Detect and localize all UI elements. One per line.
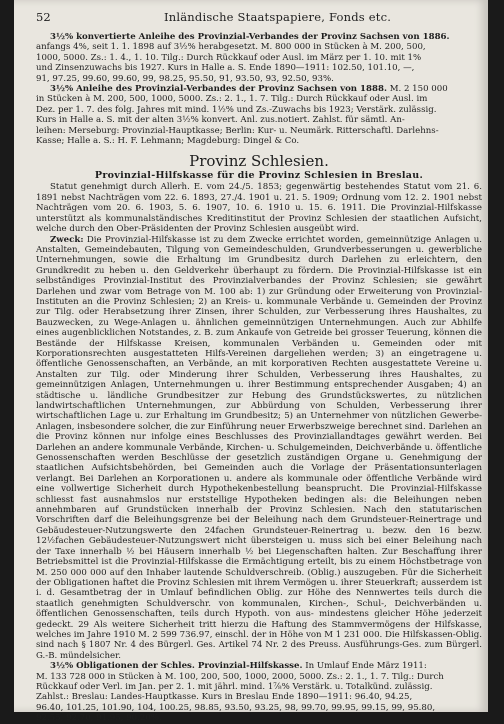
entry3-line: Zahlst.: Breslau: Landes-Hauptkasse. Kurs in Breslau Ende 1890—1911: 96.40, 94.25, (36, 692, 413, 703)
running-head: Inländische Staatspapiere, Fonds etc. (164, 10, 392, 24)
purpose-paragraph: Zweck: Die Provinzial-Hilfskasse ist zu dem Zwecke errichtet worden, gemeinnützige Anlagen u. Anstalten, Gemeindebauten, Tilgung von Gemeindeschulden, Grundverbesserungen u. gewerbliche Unternehmungen, sowie die Erhaltung im Grundbesitz durch Darlehen zu erleichtern, den Grundkredit zu heben u. den Geldverkehr überhaupt zu fördern. Die Provinzial-Hilfskasse ist ein selbständiges Provinzial-Institut des Provinzialverbandes der Provinz Schlesien; sie gewährt Darlehen und zwar vom Betrage von M. 100 ab: 1) zur Gründung oder Erweiterung von Provinzial-Instituten an die Provinz Schlesien; 2) an Kreis- u. kommunale Verbände u. Gemeinden der Provinz zur Tilg. oder Herabsetzung ihrer Zinsen, ihrer Schulden, zur Verbesserung ihres Haushaltes, zu Bauzwecken, zu Wege-Anlagen u. ähnlichen gemeinnützigen Unternehmungen. Auch zur Abhilfe eines augenblicklichen Notstandes, z. B. zum Ankaufe von Getreide bei grosser Teuerung, können die Bestände der Hilfskasse Kreisen, kommunalen Verbänden u. Gemeinden oder mit Korporationsrechten ausgestatteten Hilfs-Vereinen dargeliehen werden; 3) an eingetragene u. öffentliche Genossenschaften, an Verbände, an mit korporativen Rechten ausgestattete Vereine u. Anstalten zur Tilg. oder Minderung ihrer Schulden, Verbesserung ihres Haushaltes, zu gemeinnützigen Anlagen, Unternehmungen u. ihrer Bestimmung entsprechender Ausgaben; 4) an städtische u. ländliche Grundbesitzer zur Hebung des Grundstückswertes, zu nützlichen landwirtschaftlichen Unternehmungen, zur Abbürdung von Schulden, Verbesserung ihrer wirtschaftlichen Lage u. zur Erhaltung im Grundbesitz; 5) an Unternehmer von nützlichen Gewerbe-Anlagen, insbesondere solcher, die zur Einführung neuer Erwerbszweige berechnet sind. Darlehen an die Provinz können nur infolge eines Beschlusses des Provinziallandtages gewährt werden. Bei Darlehen an andere kommunale Verbände, Kirchen- u. Schulgemeinden, Deichverbände u. öffentliche Genossenschaften werden Beschlüsse der gesetzlich zuständigen Organe u. Genehmigung der staatlichen Aufsichtsbehörden, bei Gemeinden auch die Vorlage der Präsentationsunterlagen verlangt. Bei Darlehen an Korporationen u. andere als kommunale oder öffentliche Verbände wird eine vollwertige Sicherheit durch Hypothekenbestellung beansprucht. Die Provinzial-Hilfskasse schliesst fast ausnahmslos nur erststellige Hypotheken bedingen als: die Beleihungen neben annehmbaren auf Grundstücken innerhalb der Provinz Schlesien. Nach den statutarischen Vorschriften darf die Beleihungsgrenze bei der Beleihung nach dem Grundsteuer-Reinertrage und Gebäudesteuer-Nutzungswerte den 24fachen Grundsteuer-Reinertrag u. bezw. den 16 bezw. 12½fachen Gebäudesteuer-Nutzungswert nicht übersteigen u. muss sich bei einer Beleihung nach der Taxe innerhalb ½ bei Häusern innerhalb ½ bei Liegenschaften halten. Zur Beschaffung ihrer Betriebsmittel ist die Provinzial-Hilfskasse die Ermächtigung erteilt, bis zu einem Höchstbetrage von M. 250 000 000 auf den Inhaber lautende Schuldverschreib. (Oblig.) auszugeben. Für die Sicherheit der Obligationen haftet die Provinz Schlesien mit ihrem Vermögen u. ihrer Steuerkraft; ausserdem ist i. d. Gesamtbetrag der in Umlauf befindlichen Oblig. zur Höhe des Nennwertes teils durch die staatlich genehmigten Schuldverschr. von kommunalen, Kirchen-, Schul-, Deichverbänden u. öffentlichen Genossenschaften, teils durch Hypoth. von aus- mindestens gleicher Höhe jederzeit gedeckt. 29 Als weitere Sicherheit tritt hierzu die Haftung des Stammvermögens der Hilfskasse, welches im Jahre 1910 M. 2 599 736.97, einschl. der in Höhe von M 1 231 000. Die Hilfskassen-Oblig. sind nach § 1807 Nr. 4 des Bürgerl. Ges. Artikel 74 Nr. 2 des Preuss. Ausführungs-Ges. zum Bürgerl. G.-B. mündelsicher. (36, 234, 483, 661)
statute-paragraph: Statut genehmigt durch Allerh. E. vom 24./5. 1853; gegenwärtig bestehendes Statut vom 21. 6. 1891 nebst Nachträgen vom 22. 6. 1893, 27./4. 1901 u. 21. 5. 1909; Ordnung vom 12. 2. 1901 nebst Nachträgen vom 20. 6. 1903, 5. 6. 1907, 10. 6. 1910 u. 15. 6. 1911. Die Provinzial-Hilfskasse unterstützt als kommunalständisches Kreditinstitut der Provinz Schlesien der staatlichen Aufsicht, welche durch den Ober-Präsidenten der Provinz Schlesien ausgeübt wird. (36, 182, 482, 235)
entry1-line: 91, 97.25, 99.60, 99.60, 99, 98.25, 95.50, 91, 93.50, 93, 92.50, 93%. (36, 73, 334, 84)
entry2-heading: 3½% Anleihe des Provinzial-Verbandes der Provinz Sachsen von 1888. M. 2 150 000 (50, 84, 448, 95)
entry3-line: M. 133 728 000 in Stücken à M. 100, 200, 500, 1000, 2000, 5000. Zs.: 2. 1., 1. 7. Tilg.: Durch (36, 671, 444, 682)
entry1-line: anfangs 4%, seit 1. 1. 1898 auf 3½% herabgesetzt. M. 800 000 in Stücken à M. 200, 500, (36, 42, 426, 53)
page-header (36, 10, 480, 26)
entry2-line: Kasse; Halle a. S.: H. F. Lehmann; Magdeburg: Dingel & Co. (36, 136, 300, 147)
entry1-heading: 3½% konvertierte Anleihe des Provinzial-Verbandes der Provinz Sachsen von 1886. (50, 32, 450, 42)
entry1-line: 1000, 5000. Zs.: 1. 4., 1. 10. Tilg.: Durch Rückkauf oder Ausl. im März per 1. 10. mit 1% (36, 52, 422, 63)
entry2-line: in Stücken à M. 200, 500, 1000, 5000. Zs.: 2. 1., 1. 7. Tilg.: Durch Rückkauf oder Ausl. im (36, 94, 428, 105)
entry2-line: Dez. per 1. 7. des folg. Jahres mit mind. 1½% und Zs.-Zuwachs bis 1923; Verstärk. zulässig. (36, 104, 437, 115)
entry2-line: Kurs in Halle a. S. mit der alten 3½% konvert. Anl. zus.notiert. Zahlst. für sämtl. An- (36, 115, 405, 126)
page-number: 52 (36, 10, 51, 24)
entry3-heading: 3½% Obligationen der Schles. Provinzial-Hilfskasse. In Umlauf Ende März 1911: (50, 661, 427, 672)
book-page (14, 0, 488, 724)
entry2-line: leihen: Merseburg: Provinzial-Hauptkasse; Berlin: Kur- u. Neumärk. Ritterschaftl. Darlehns- (36, 125, 439, 136)
page-body (36, 32, 482, 724)
section-subtitle: Provinzial-Hilfskasse für die Provinz Schlesien in Breslau. (94, 170, 424, 182)
entry3-line: 96.40, 101.25, 101.90, 104, 100.25, 98.85, 93.50, 93.25, 98, 99.70, 99.95, 99.15, 99, 95.80, (36, 702, 436, 713)
section-title: Provinz Schlesien. (189, 152, 329, 171)
entry1-line: und Zinsenzuwachs bis 1927. Kurs in Halle a. S. Ende 1890—1911: 102.50, 101.10, —, (36, 63, 415, 74)
entry3-line: Rückkauf oder Verl. im Jan. per 2. 1. mit jährl. mind. 1⅞% Verstärk. u. Totalkünd. zulässig. (36, 681, 433, 692)
entry3-line: 92.55, 92.70, 91.95, 90.20%. (36, 713, 162, 724)
